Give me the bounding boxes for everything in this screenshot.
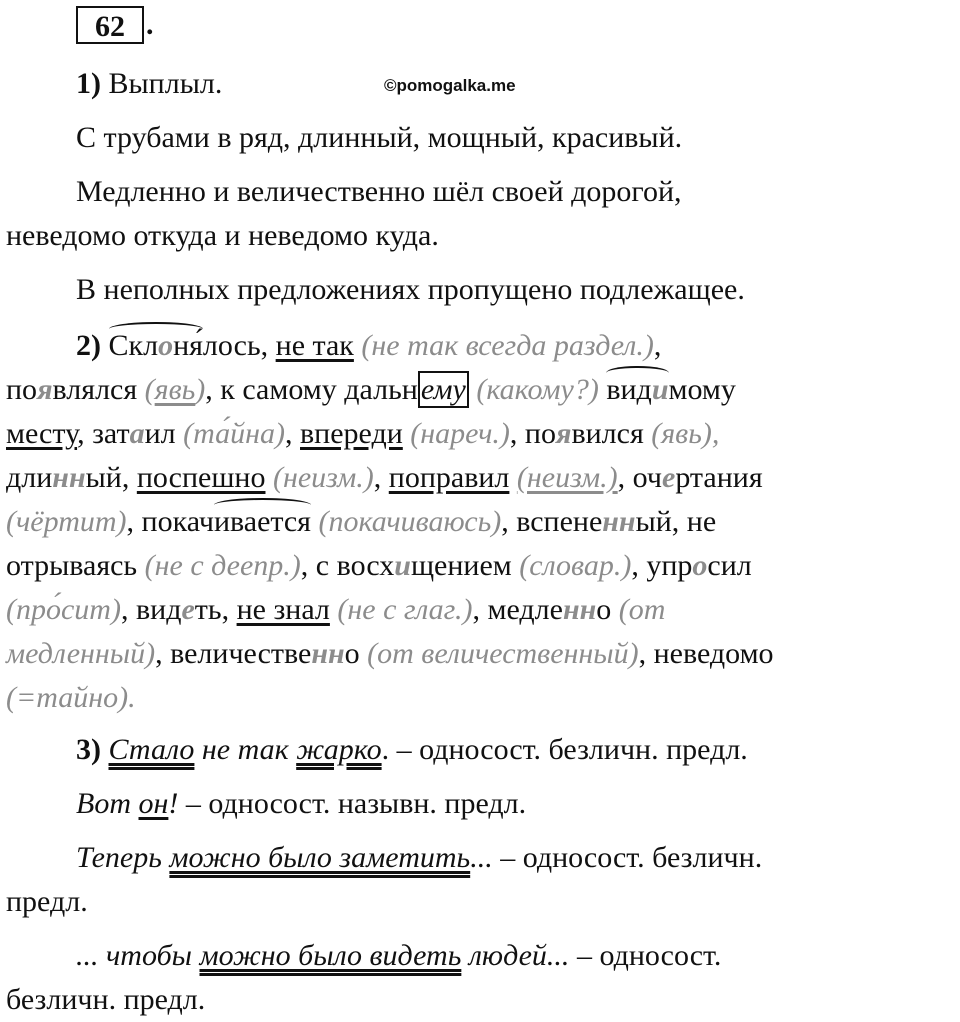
section-2-line-7: (про́сит), видеть, не знал (не с глаг.), медленно (от: [6, 593, 666, 626]
section-1-text-1: Выплыл.: [108, 67, 223, 100]
ending-box: ему: [418, 371, 469, 408]
section-2-line-1: 2) Склоня́лось, не так (не так всегда раздел.),: [76, 324, 956, 368]
section-2-label: 2): [76, 329, 101, 362]
section-2-line-5: (чёртит), покачивается (покачиваюсь), вспененный, не: [6, 500, 956, 544]
section-1-line-4: [6, 214, 956, 258]
section-3-line-3: Теперь можно было заметить... – односост. безличн.: [76, 841, 763, 874]
section-3-line-5: ... чтобы можно было видеть людей... – односост.: [76, 939, 722, 972]
section-1-line-1: [76, 62, 956, 106]
section-1-text-5: В неполных предложениях пропущено подлежащее.: [76, 273, 745, 306]
section-1-label: 1): [76, 67, 101, 100]
section-2-line-2: появлялся (явь), к самому дальн ему (какому?) видимому: [6, 368, 956, 412]
section-2-line-3: месту, затаил (та́йна), впереди (нареч.), появился (явь),: [6, 417, 720, 450]
section-3-line-6: безличн. предл.: [6, 983, 206, 1016]
section-1-text-3: Медленно и величественно шёл своей дорогой,: [76, 175, 682, 208]
section-2-line-6: отрываясь (не с деепр.), с восхищением (словар.), упросил: [6, 549, 752, 582]
word-ne-tak: не так: [275, 329, 354, 362]
section-3-line-4: предл.: [6, 885, 88, 918]
section-2-line-8: медленный), величественно (от величественный), неведомо: [6, 637, 774, 670]
section-3-line-2: Вот он! – односост. назывн. предл.: [76, 787, 527, 820]
section-3-label: 3): [76, 733, 101, 766]
section-3-line-1: 3) Стало не так жарко. – односост. безличн. предл.: [76, 733, 748, 766]
watermark: ©pomogalka.me: [384, 76, 516, 95]
section-1-line-5: [76, 268, 956, 312]
comment-1: (не так всегда раздел.): [361, 329, 654, 362]
section-1-line-2: [76, 116, 956, 160]
section-2-line-4: длинный, поспешно (неизм.), поправил (неизм.), очертания: [6, 461, 763, 494]
exercise-number-dot: .: [146, 8, 154, 41]
section-2-line-9: (=тайно).: [6, 681, 136, 714]
section-1-text-4: неведомо откуда и неведомо куда.: [6, 219, 439, 252]
section-1-text-2: С трубами в ряд, длинный, мощный, красивый.: [76, 121, 683, 154]
root-arc: Склоня́: [109, 324, 203, 368]
comment-3: (какому?): [476, 373, 599, 406]
exercise-number: 62: [76, 6, 144, 44]
section-1-line-3: [76, 170, 956, 214]
